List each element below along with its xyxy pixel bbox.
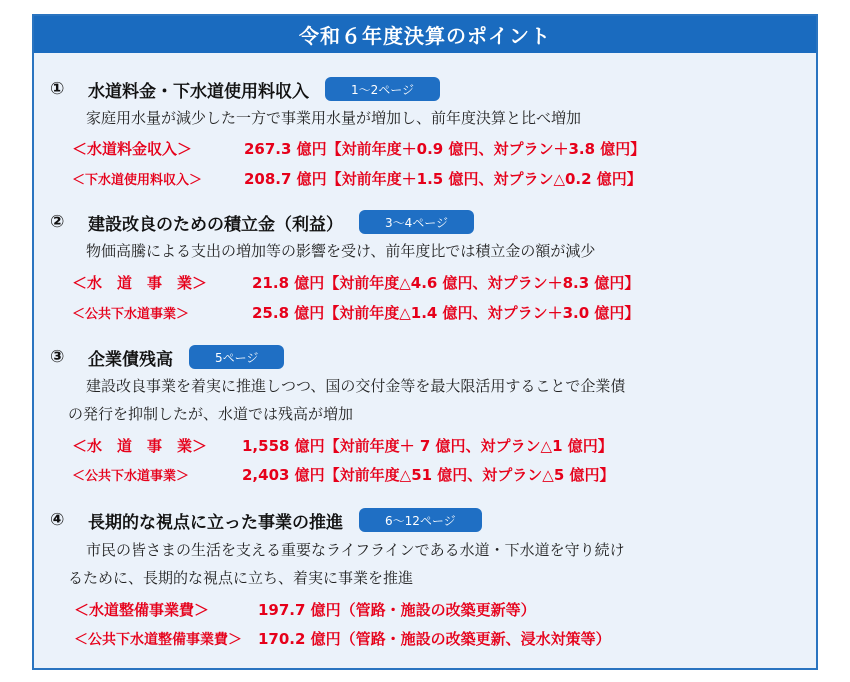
figure-label: ＜水 道 事 業＞: [72, 274, 208, 292]
section-title: 長期的な視点に立った事業の推進: [88, 512, 343, 533]
figure-value: 197.7 億円（管路・施設の改築更新等）: [258, 601, 536, 619]
section-3-heading: [50, 343, 284, 371]
page-reference-badge[interactable]: 1～2ページ: [325, 77, 440, 101]
section-description: るために、長期的な視点に立ち、着実に事業を推進: [68, 569, 414, 587]
section-1-heading: [50, 75, 440, 103]
figure-value: 2,403 億円【対前年度△51 億円、対プラン△5 億円】: [242, 466, 615, 484]
section-description: 物価高騰による支出の増加等の影響を受け、前年度比では積立金の額が減少: [86, 242, 596, 260]
section-title: 水道料金・下水道使用料収入: [88, 81, 309, 102]
figure-label: ＜水 道 事 業＞: [72, 437, 208, 455]
figure-label: ＜公共下水道事業＞: [72, 469, 190, 484]
section-title: 建設改良のための積立金（利益）: [88, 214, 343, 235]
section-description: の発行を抑制したが、水道では残高が増加: [68, 405, 354, 423]
figure-row: [72, 300, 639, 328]
section-title: 企業債残高: [88, 349, 173, 370]
figure-label: ＜水道料金収入＞: [72, 140, 193, 158]
page-reference-badge[interactable]: 5ページ: [189, 345, 284, 369]
figure-label: ＜公共下水道整備事業費＞: [74, 632, 242, 648]
figure-value: 170.2 億円（管路・施設の改築更新、浸水対策等）: [258, 630, 611, 648]
figure-value: 21.8 億円【対前年度△4.6 億円、対プラン＋8.3 億円】: [252, 274, 640, 292]
figure-row: [72, 433, 613, 459]
section-description: 家庭用水量が減少した一方で事業用水量が増加し、前年度決算と比べ増加: [86, 109, 582, 127]
figure-value: 208.7 億円【対前年度＋1.5 億円、対プラン△0.2 億円】: [244, 170, 642, 188]
figure-label: ＜下水道使用料収入＞: [72, 173, 203, 188]
figure-label: ＜水道整備事業費＞: [74, 601, 210, 619]
figure-row: [72, 270, 639, 296]
figure-value: 267.3 億円【対前年度＋0.9 億円、対プラン＋3.8 億円】: [244, 140, 646, 158]
figure-row: [72, 462, 615, 490]
summary-panel: [32, 14, 818, 670]
section-2-heading: [50, 208, 474, 236]
section-4-heading: [50, 506, 482, 534]
figure-row: [72, 136, 645, 162]
panel-header: [34, 16, 816, 53]
page-reference-badge[interactable]: 3～4ページ: [359, 210, 474, 234]
section-description: 建設改良事業を着実に推進しつつ、国の交付金等を最大限活用することで企業債: [86, 377, 626, 395]
section-number: ②: [50, 212, 65, 232]
figure-row: [72, 166, 642, 194]
figure-row: [74, 597, 536, 623]
section-number: ①: [50, 79, 65, 99]
figure-value: 25.8 億円【対前年度△1.4 億円、対プラン＋3.0 億円】: [252, 304, 640, 322]
section-number: ③: [50, 347, 65, 367]
figure-label: ＜公共下水道事業＞: [72, 307, 190, 322]
figure-value: 1,558 億円【対前年度＋ 7 億円、対プラン△1 億円】: [242, 437, 613, 455]
section-description: 市民の皆さまの生活を支える重要なライフラインである水道・下水道を守り続け: [86, 541, 625, 559]
page-title: 令和６年度決算のポイント: [299, 24, 551, 48]
section-number: ④: [50, 510, 65, 530]
page-reference-badge[interactable]: 6～12ページ: [359, 508, 482, 532]
figure-row: [74, 626, 611, 653]
